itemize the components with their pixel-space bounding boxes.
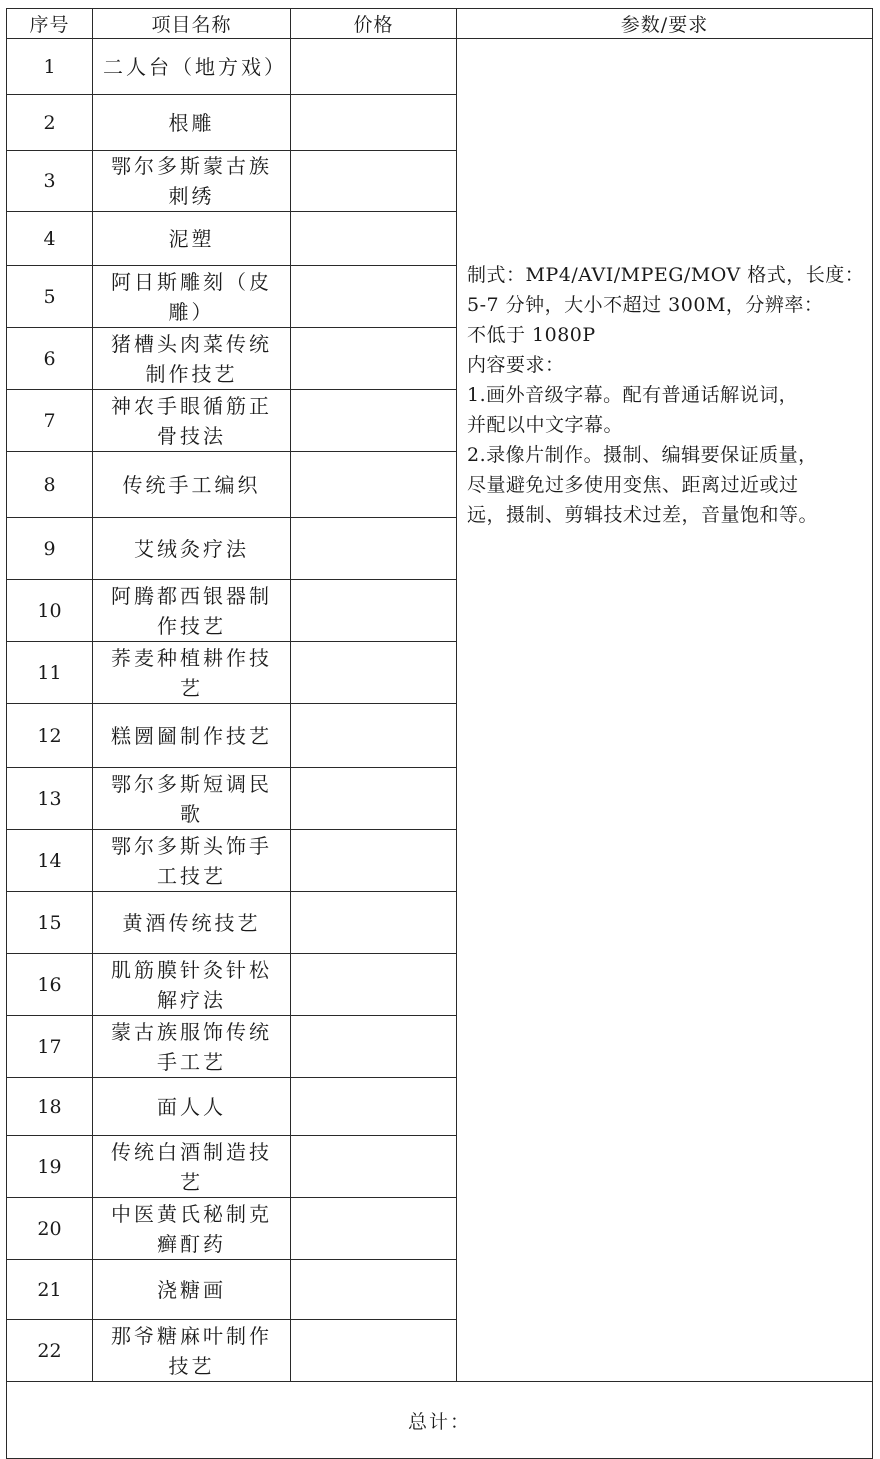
price-cell[interactable]	[291, 390, 457, 452]
item-name-cell: 糕圐圙制作技艺	[93, 704, 291, 768]
requirement-line: 2.录像片制作。摄制、编辑要保证质量，	[467, 444, 818, 466]
price-cell[interactable]	[291, 580, 457, 642]
serial-number-cell: 9	[7, 518, 93, 580]
item-name-cell: 鄂尔多斯短调民歌	[93, 768, 291, 830]
item-name-cell: 那爷糖麻叶制作技艺	[93, 1320, 291, 1382]
requirement-line: 远，摄制、剪辑技术过差，音量饱和等。	[467, 504, 819, 526]
serial-number-cell: 21	[7, 1260, 93, 1320]
requirement-line: 并配以中文字幕。	[467, 414, 624, 436]
serial-number-cell: 20	[7, 1198, 93, 1260]
serial-number-cell: 3	[7, 151, 93, 212]
serial-number-cell: 13	[7, 768, 93, 830]
serial-number-cell: 2	[7, 95, 93, 151]
requirement-line: 5-7 分钟，大小不超过 300M，分辨率：	[467, 294, 824, 316]
serial-number-cell: 22	[7, 1320, 93, 1382]
serial-number-cell: 6	[7, 328, 93, 390]
header-requirements: 参数/要求	[457, 9, 873, 39]
price-cell[interactable]	[291, 452, 457, 518]
price-cell[interactable]	[291, 518, 457, 580]
serial-number-cell: 8	[7, 452, 93, 518]
serial-number-cell: 12	[7, 704, 93, 768]
price-cell[interactable]	[291, 954, 457, 1016]
header-price: 价格	[291, 9, 457, 39]
item-name-cell: 蒙古族服饰传统手工艺	[93, 1016, 291, 1078]
serial-number-cell: 19	[7, 1136, 93, 1198]
price-cell[interactable]	[291, 212, 457, 266]
price-cell[interactable]	[291, 642, 457, 704]
item-name-cell: 根雕	[93, 95, 291, 151]
item-name-cell: 面人人	[93, 1078, 291, 1136]
requirement-line: 1.画外音级字幕。配有普通话解说词，	[467, 384, 799, 406]
quotation-table	[6, 8, 873, 1459]
serial-number-cell: 17	[7, 1016, 93, 1078]
price-cell[interactable]	[291, 830, 457, 892]
price-cell[interactable]	[291, 95, 457, 151]
serial-number-cell: 18	[7, 1078, 93, 1136]
serial-number-cell: 7	[7, 390, 93, 452]
requirement-line: 内容要求：	[467, 354, 565, 376]
price-cell[interactable]	[291, 704, 457, 768]
price-cell[interactable]	[291, 1016, 457, 1078]
price-cell[interactable]	[291, 768, 457, 830]
item-name-cell: 泥塑	[93, 212, 291, 266]
serial-number-cell: 16	[7, 954, 93, 1016]
item-name-cell: 猪槽头肉菜传统制作技艺	[93, 328, 291, 390]
item-name-cell: 阿日斯雕刻（皮雕）	[93, 266, 291, 328]
requirements-cell	[457, 39, 873, 1382]
item-name-cell: 黄酒传统技艺	[93, 892, 291, 954]
price-cell[interactable]	[291, 1198, 457, 1260]
price-cell[interactable]	[291, 1136, 457, 1198]
header-item-name: 项目名称	[93, 9, 291, 39]
serial-number-cell: 4	[7, 212, 93, 266]
header-serial-number: 序号	[7, 9, 93, 39]
table-body	[7, 39, 873, 1382]
item-name-cell: 中医黄氏秘制克癣酊药	[93, 1198, 291, 1260]
serial-number-cell: 11	[7, 642, 93, 704]
requirement-line: 制式：MP4/AVI/MPEG/MOV 格式，长度：	[467, 264, 865, 286]
item-name-cell: 艾绒灸疗法	[93, 518, 291, 580]
price-cell[interactable]	[291, 1260, 457, 1320]
item-name-cell: 神农手眼循筋正骨技法	[93, 390, 291, 452]
price-cell[interactable]	[291, 1320, 457, 1382]
item-name-cell: 二人台（地方戏）	[93, 39, 291, 95]
serial-number-cell: 5	[7, 266, 93, 328]
item-name-cell: 传统手工编织	[93, 452, 291, 518]
item-name-cell: 阿腾都西银器制作技艺	[93, 580, 291, 642]
price-cell[interactable]	[291, 328, 457, 390]
serial-number-cell: 1	[7, 39, 93, 95]
serial-number-cell: 14	[7, 830, 93, 892]
table-header-row	[7, 9, 873, 39]
price-cell[interactable]	[291, 151, 457, 212]
requirement-line: 不低于 1080P	[467, 324, 596, 346]
total-row	[7, 1382, 873, 1459]
price-cell[interactable]	[291, 266, 457, 328]
item-name-cell: 鄂尔多斯头饰手工技艺	[93, 830, 291, 892]
item-name-cell: 传统白酒制造技艺	[93, 1136, 291, 1198]
item-name-cell: 浇糖画	[93, 1260, 291, 1320]
price-cell[interactable]	[291, 892, 457, 954]
serial-number-cell: 15	[7, 892, 93, 954]
requirement-line: 尽量避免过多使用变焦、距离过近或过	[467, 474, 799, 496]
total-label: 总计：	[7, 1382, 873, 1459]
price-cell[interactable]	[291, 39, 457, 95]
table-row	[7, 39, 873, 95]
serial-number-cell: 10	[7, 580, 93, 642]
item-name-cell: 荞麦种植耕作技艺	[93, 642, 291, 704]
item-name-cell: 鄂尔多斯蒙古族刺绣	[93, 151, 291, 212]
price-cell[interactable]	[291, 1078, 457, 1136]
item-name-cell: 肌筋膜针灸针松解疗法	[93, 954, 291, 1016]
